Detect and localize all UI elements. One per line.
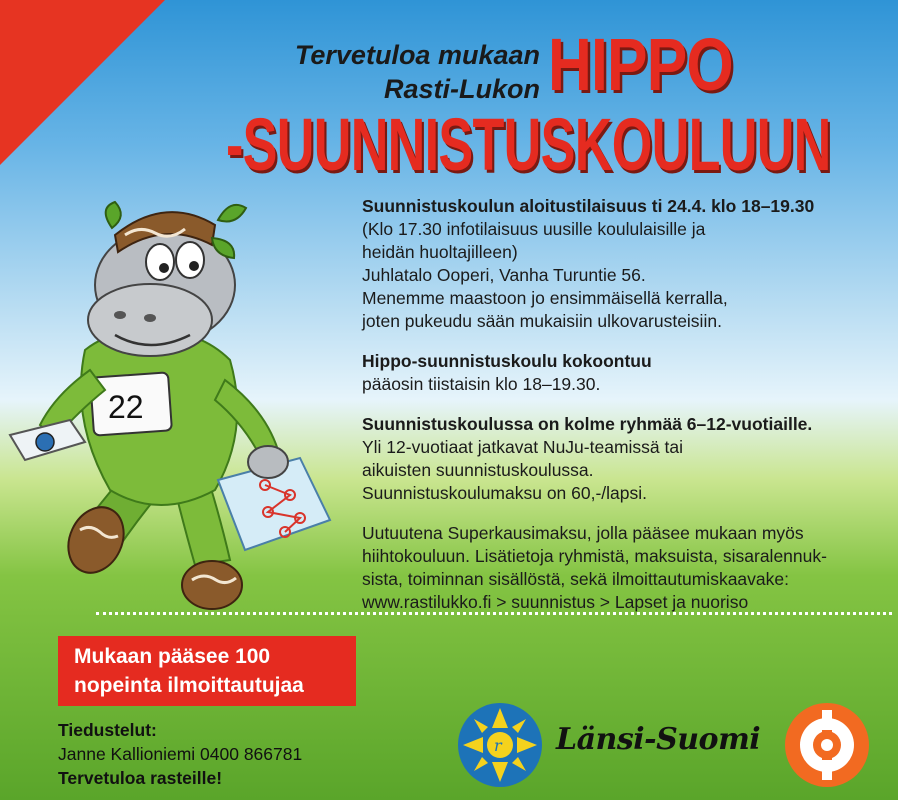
info-text: [362, 195, 892, 631]
superkausi-line: Uutuutena Superkausimaksu, jolla pääsee mukaan myös: [362, 523, 804, 543]
rasti-lukko-logo-icon: [455, 700, 545, 790]
website-link[interactable]: www.rastilukko.fi > suunnistus > Lapset ja nuoriso: [362, 592, 749, 612]
start-line: (Klo 17.30 infotilaisuus uusille koululaisille ja: [362, 219, 706, 239]
section-start-info: [362, 195, 892, 333]
welcome-line-1: Tervetuloa mukaan: [294, 40, 540, 70]
section-groups: [362, 413, 892, 505]
corner-flag-decoration: [0, 0, 165, 165]
op-logo-icon: [782, 700, 872, 790]
contact-info: [58, 718, 302, 790]
section-superkausi: [362, 522, 892, 614]
notice-line-2: nopeinta ilmoittautujaa: [74, 674, 304, 697]
section-schedule: [362, 350, 892, 396]
start-heading: Suunnistuskoulun aloitustilaisuus ti 24.4. klo 18–19.30: [362, 196, 815, 216]
groups-line: aikuisten suunnistuskoulussa.: [362, 460, 594, 480]
superkausi-line: hiihtokouluun. Lisätietoja ryhmistä, maksuista, sisaralennuk-: [362, 546, 827, 566]
groups-heading: Suunnistuskoulussa on kolme ryhmää 6–12-vuotiaille.: [362, 414, 813, 434]
closing-text: Tervetuloa rasteille!: [58, 768, 223, 788]
superkausi-line: sista, toiminnan sisällöstä, sekä ilmoittautumiskaavake:: [362, 569, 789, 589]
hippo-mascot-illustration: [0, 180, 360, 640]
schedule-line: pääosin tiistaisin klo 18–19.30.: [362, 374, 601, 394]
title-hippo: HIPPO: [548, 23, 733, 106]
bib-number: 22: [108, 389, 144, 425]
start-line: heidän huoltajilleen): [362, 242, 518, 262]
lansi-suomi-logo: Länsi-Suomi: [556, 722, 761, 757]
groups-line: Suunnistuskoulumaksu on 60,-/lapsi.: [362, 483, 648, 503]
notice-box: [58, 636, 356, 706]
contact-label: Tiedustelut:: [58, 720, 157, 740]
welcome-line-2: Rasti-Lukon: [383, 74, 540, 104]
start-line: Menemme maastoon jo ensimmäisellä kerralla,: [362, 288, 728, 308]
welcome-text: [250, 38, 540, 106]
svg-text:r: r: [494, 736, 502, 755]
start-line: Juhlatalo Ooperi, Vanha Turuntie 56.: [362, 265, 646, 285]
notice-line-1: Mukaan pääsee 100: [74, 645, 271, 668]
groups-line: Yli 12-vuotiaat jatkavat NuJu-teamissä tai: [362, 437, 683, 457]
start-line: joten pukeudu sään mukaisiin ulkovarusteisiin.: [362, 311, 722, 331]
contact-person: Janne Kallioniemi 0400 866781: [58, 744, 303, 764]
dotted-divider: [96, 612, 892, 615]
title-school: -SUUNNISTUSKOULUUN: [226, 103, 831, 186]
schedule-heading: Hippo-suunnistuskoulu kokoontuu: [362, 351, 652, 371]
